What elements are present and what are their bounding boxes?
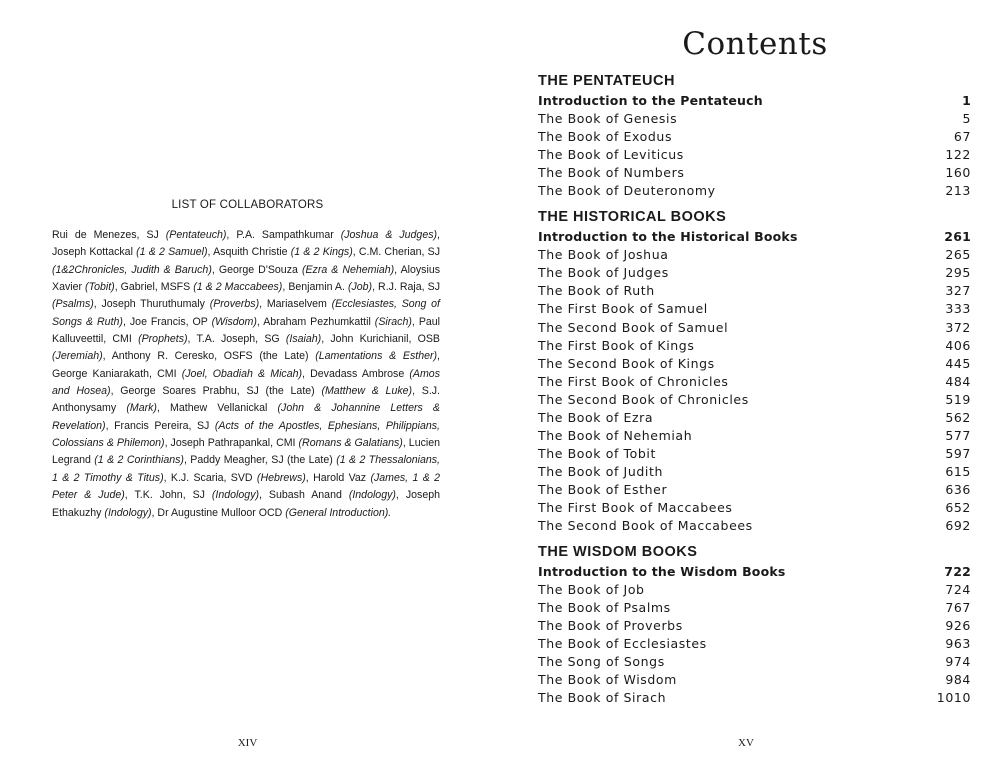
collaborator-name: Paddy Meagher, SJ (the Late): [190, 454, 333, 467]
toc-entry-page: 722: [944, 564, 971, 580]
collaborator-work: (Acts of the Apostles, Ephesians, Philippians, Colossians & Philemon): [52, 419, 441, 450]
toc-entry-page: 577: [945, 427, 971, 443]
toc-entry: [538, 92, 971, 110]
collaborator-name: C.M. Cherian, SJ: [358, 246, 441, 259]
collaborator-work: (Indology): [104, 506, 152, 519]
toc-entry-label: Introduction to the Wisdom Books: [538, 564, 786, 580]
collaborator-name: Aloysius Xavier: [52, 263, 441, 294]
toc-entry: [538, 282, 971, 300]
collaborator-name: George Kaniarakath, CMI: [52, 367, 177, 380]
toc-entry-page: 615: [945, 463, 971, 479]
toc-entry-label: The Book of Judith: [538, 463, 663, 479]
toc-entry-label: The Book of Sirach: [538, 690, 667, 706]
toc-entry-page: 327: [945, 283, 971, 299]
toc-section: [538, 70, 971, 200]
toc-entry-label: The Book of Judges: [538, 265, 669, 281]
toc-entry: [538, 689, 971, 707]
toc-entry: [538, 337, 971, 355]
collaborator-name: Joseph Thuruthumaly: [101, 298, 205, 311]
collaborator-name: Mariaselvem: [266, 298, 327, 311]
toc-entry-label: The First Book of Maccabees: [538, 499, 733, 515]
toc-entry-label: Introduction to the Historical Books: [538, 229, 798, 245]
collaborator-name: P.A. Sampathkumar: [236, 229, 334, 241]
collaborator-name: Joseph Kottackal: [52, 246, 133, 259]
toc-section: [538, 541, 971, 707]
collaborator-work: (1 & 2 Corinthians): [94, 454, 184, 467]
toc-entry-page: 445: [945, 355, 971, 371]
table-of-contents: [538, 70, 971, 707]
collaborator-name: Joseph Pathrapankal, CMI: [170, 437, 296, 450]
collaborator-name: Joseph Ethakuzhy: [52, 489, 440, 519]
toc-entry-label: The Book of Ezra: [538, 409, 654, 425]
collaborator-work: (Prophets): [138, 333, 188, 346]
collaborator-work: (Wisdom): [211, 315, 257, 328]
toc-entry-page: 692: [945, 518, 971, 534]
collaborator-work: (Pentateuch): [165, 229, 227, 241]
collaborator-work: (1 & 2 Thessalonians, 1 & 2 Timothy & Titus): [52, 454, 440, 484]
collaborator-name: Harold Vaz: [313, 471, 367, 484]
toc-entry-label: The Second Book of Samuel: [538, 319, 729, 335]
toc-entry: [538, 499, 971, 517]
collaborator-work: (John & Johannine Letters & Revelation): [52, 402, 440, 432]
toc-entry: [538, 355, 971, 373]
toc-entry-page: 1: [962, 93, 971, 108]
toc-section: [538, 206, 971, 535]
toc-entry-label: The Book of Leviticus: [538, 147, 684, 163]
toc-entry: [538, 635, 971, 653]
collaborator-name: Mathew Vellanickal: [170, 402, 268, 415]
toc-entry-page: 974: [945, 654, 971, 670]
toc-entry-label: The First Book of Kings: [538, 337, 695, 353]
toc-entry-page: 295: [945, 265, 971, 281]
collaborator-work: (Ezra & Nehemiah): [301, 263, 395, 276]
toc-entry: [538, 581, 971, 599]
collaborator-work: (Romans & Galatians): [298, 437, 403, 450]
collaborator-work: (Matthew & Luke): [321, 385, 413, 398]
section-title: THE HISTORICAL BOOKS: [538, 209, 727, 226]
toc-entry-label: The Book of Exodus: [538, 129, 673, 145]
toc-entry: [538, 671, 971, 689]
toc-entry-page: 333: [945, 301, 971, 317]
toc-entry-page: 265: [945, 247, 971, 263]
collaborator-name: Benjamin A.: [288, 281, 345, 294]
toc-entry-label: The Book of Deuteronomy: [538, 183, 716, 199]
collaborator-name: Abraham Pezhumkattil: [263, 315, 371, 328]
toc-entry-label: The Book of Wisdom: [538, 672, 677, 688]
toc-entry-label: Introduction to the Pentateuch: [538, 93, 763, 108]
collaborator-name: S.J. Anthonysamy: [52, 385, 440, 415]
toc-entry: [538, 617, 971, 635]
collaborator-work: (Psalms): [52, 298, 94, 311]
collaborator-work: (1&2Chronicles, Judith & Baruch): [52, 263, 212, 276]
collaborator-work: (Joshua & Judges): [340, 229, 438, 241]
toc-entry-page: 963: [945, 636, 971, 652]
toc-entry-label: The Book of Ecclesiastes: [538, 636, 707, 652]
toc-entry-label: The Book of Proverbs: [538, 618, 683, 634]
toc-entry: [538, 463, 971, 481]
collaborator-name: Gabriel, MSFS: [120, 281, 191, 294]
collaborator-name: Rui de Menezes, SJ: [52, 229, 159, 241]
toc-entry: [538, 164, 971, 182]
toc-entry-label: The Book of Numbers: [538, 165, 685, 181]
toc-entry: [538, 110, 971, 128]
collaborator-work: (Indology): [211, 489, 260, 502]
toc-entry-label: The Book of Esther: [538, 481, 668, 497]
toc-entry: [538, 563, 971, 581]
toc-entry: [538, 481, 971, 499]
toc-entry: [538, 391, 971, 409]
collaborator-work: (Tobit): [85, 281, 115, 294]
toc-entry-page: 122: [945, 147, 971, 163]
toc-entry-page: 5: [962, 111, 971, 127]
toc-entry: [538, 319, 971, 337]
toc-entry: [538, 264, 971, 282]
toc-entry-page: 372: [945, 319, 971, 335]
collaborator-work: (1 & 2 Kings): [290, 246, 353, 259]
toc-entry-page: 160: [945, 165, 971, 181]
toc-entry: [538, 128, 971, 146]
toc-entry: [538, 445, 971, 463]
toc-entry-page: 213: [945, 183, 971, 199]
toc-entry-label: The First Book of Chronicles: [538, 373, 729, 389]
toc-entry-label: The Book of Psalms: [538, 600, 671, 616]
toc-entry-page: 597: [945, 445, 971, 461]
left-page: [0, 0, 495, 777]
toc-entry-page: 562: [945, 409, 971, 425]
toc-entry: [538, 409, 971, 427]
collaborator-name: John Kurichianil, OSB: [330, 333, 440, 346]
toc-entry-label: The Book of Tobit: [538, 445, 656, 461]
toc-entry-label: The Book of Joshua: [538, 247, 669, 263]
collaborator-name: Subash Anand: [268, 489, 342, 502]
collaborator-work: (Amos and Hosea): [52, 367, 440, 398]
toc-entry-page: 484: [945, 373, 971, 389]
collaborator-name: Devadass Ambrose: [310, 367, 405, 380]
collaborator-work: (Job): [347, 281, 373, 294]
toc-entry: [538, 599, 971, 617]
toc-entry-page: 926: [945, 618, 971, 634]
contents-title: Contents: [682, 26, 828, 62]
collaborator-work: (Hebrews): [256, 471, 306, 484]
collaborator-name: Paul Kalluveettil, CMI: [52, 315, 441, 346]
collaborator-work: (Indology): [348, 489, 396, 502]
toc-entry-page: 261: [944, 229, 971, 245]
toc-entry-page: 406: [945, 337, 971, 353]
toc-entry-page: 1010: [936, 690, 971, 706]
toc-entry-label: The Book of Nehemiah: [538, 427, 693, 443]
toc-entry: [538, 146, 971, 164]
toc-entry-label: The First Book of Samuel: [538, 301, 708, 317]
toc-entry: [538, 182, 971, 200]
collaborator-work: (Ecclesiastes, Song of Songs & Ruth): [52, 298, 440, 328]
toc-entry-label: The Second Book of Kings: [538, 355, 715, 371]
collaborator-name: George D'Souza: [218, 263, 298, 276]
collaborator-name: K.J. Scaria, SVD: [170, 471, 253, 484]
collaborator-name: Dr Augustine Mulloor OCD: [157, 506, 283, 519]
toc-entry-label: The Book of Ruth: [538, 283, 655, 299]
toc-entry: [538, 228, 971, 246]
section-title: THE PENTATEUCH: [538, 73, 675, 89]
toc-entry-label: The Second Book of Chronicles: [538, 391, 749, 407]
toc-entry-page: 636: [945, 481, 971, 497]
collaborator-name: T.K. John, SJ: [134, 489, 205, 502]
toc-entry-page: 519: [945, 391, 971, 407]
toc-entry-label: The Song of Songs: [538, 654, 665, 670]
collaborator-work: (Proverbs): [209, 298, 260, 311]
collaborator-work: (Jeremiah): [52, 350, 103, 363]
toc-entry: [538, 373, 971, 391]
collaborator-work: (Mark): [126, 402, 157, 415]
toc-entry-page: 652: [945, 499, 971, 515]
toc-entry-label: The Book of Job: [538, 582, 645, 598]
collaborator-name: Anthony R. Ceresko, OSFS (the Late): [111, 350, 309, 363]
page-number-left: XIV: [237, 737, 258, 749]
collaborator-work: (1 & 2 Maccabees): [193, 281, 283, 294]
toc-entry-label: The Book of Genesis: [538, 111, 678, 127]
toc-entry: [538, 300, 971, 318]
toc-entry: [538, 246, 971, 264]
collaborators-list: Rui de Menezes, SJ (Pentateuch), P.A. Sampathkumar (Joshua & Judges), Joseph Kottackal (1 & 2 Samuel), Asquith Christie (1 & 2 Kings), C.M. Cherian, SJ (1&2Chronicles, Judith & Baruch), George D'Souza (Ezra & Nehemiah), Aloysius Xavier (Tobit), Gabriel, MSFS (1 & 2 Maccabees), Benjamin A. (Job), R.J. Raja, SJ (Psalms), Joseph Thuruthumaly (Proverbs), Mariaselvem (Ecclesiastes, Song of Songs & Ruth), Joe Francis, OP (Wisdom), Abraham Pezhumkattil (Sirach), Paul Kalluveettil, CMI (Prophets), T.A. Joseph, SG (Isaiah), John Kurichianil, OSB (Jeremiah), Anthony R. Ceresko, OSFS (the Late) (Lamentations & Esther), George Kaniarakath, CMI (Joel, Obadiah & Micah), Devadass Ambrose (Amos and Hosea), George Soares Prabhu, SJ (the Late) (Matthew & Luke), S.J. Anthonysamy (Mark), Mathew Vellanickal (John & Johannine Letters & Revelation), Francis Pereira, SJ (Acts of the Apostles, Ephesians, Philippians, Colossians & Philemon), Joseph Pathrapankal, CMI (Romans & Galatians), Lucien Legrand (1 & 2 Corinthians), Paddy Meagher, SJ (the Late) (1 & 2 Thessalonians, 1 & 2 Timothy & Titus), K.J. Scaria, SVD (Hebrews), Harold Vaz (James, 1 & 2 Peter & Jude), T.K. John, SJ (Indology), Subash Anand (Indology), Joseph Ethakuzhy (Indology), Dr Augustine Mulloor OCD (General Introduction).: [52, 229, 441, 519]
section-title: THE WISDOM BOOKS: [538, 544, 698, 561]
collaborator-name: Francis Pereira, SJ: [114, 419, 210, 432]
toc-entry-page: 984: [945, 672, 971, 688]
collaborator-name: R.J. Raja, SJ: [378, 281, 440, 294]
collaborator-work: (1 & 2 Samuel): [136, 246, 208, 259]
toc-entry: [538, 427, 971, 445]
collaborator-work: (Lamentations & Esther): [315, 350, 438, 363]
page-number-right: XV: [738, 737, 754, 749]
toc-entry: [538, 653, 971, 671]
collaborator-name: George Soares Prabhu, SJ (the Late): [120, 385, 315, 398]
collaborator-name: Joe Francis, OP: [129, 315, 208, 328]
collaborator-name: T.A. Joseph, SG: [196, 333, 280, 346]
toc-entry-page: 724: [945, 582, 971, 598]
toc-entry: [538, 517, 971, 535]
toc-entry-label: The Second Book of Maccabees: [538, 518, 753, 534]
collaborator-work: (Isaiah): [285, 333, 322, 346]
right-page: [495, 0, 997, 777]
collaborator-name: Lucien Legrand: [52, 437, 441, 467]
toc-entry-page: 67: [953, 129, 971, 145]
toc-entry-page: 767: [945, 600, 971, 616]
collaborator-work: (General Introduction).: [285, 506, 392, 519]
collaborator-work: (Joel, Obadiah & Micah): [181, 367, 303, 380]
collaborators-heading: LIST OF COLLABORATORS: [171, 199, 324, 211]
collaborator-work: (Sirach): [374, 315, 412, 328]
collaborator-work: (James, 1 & 2 Peter & Jude): [52, 471, 440, 502]
collaborator-name: Asquith Christie: [213, 246, 288, 259]
